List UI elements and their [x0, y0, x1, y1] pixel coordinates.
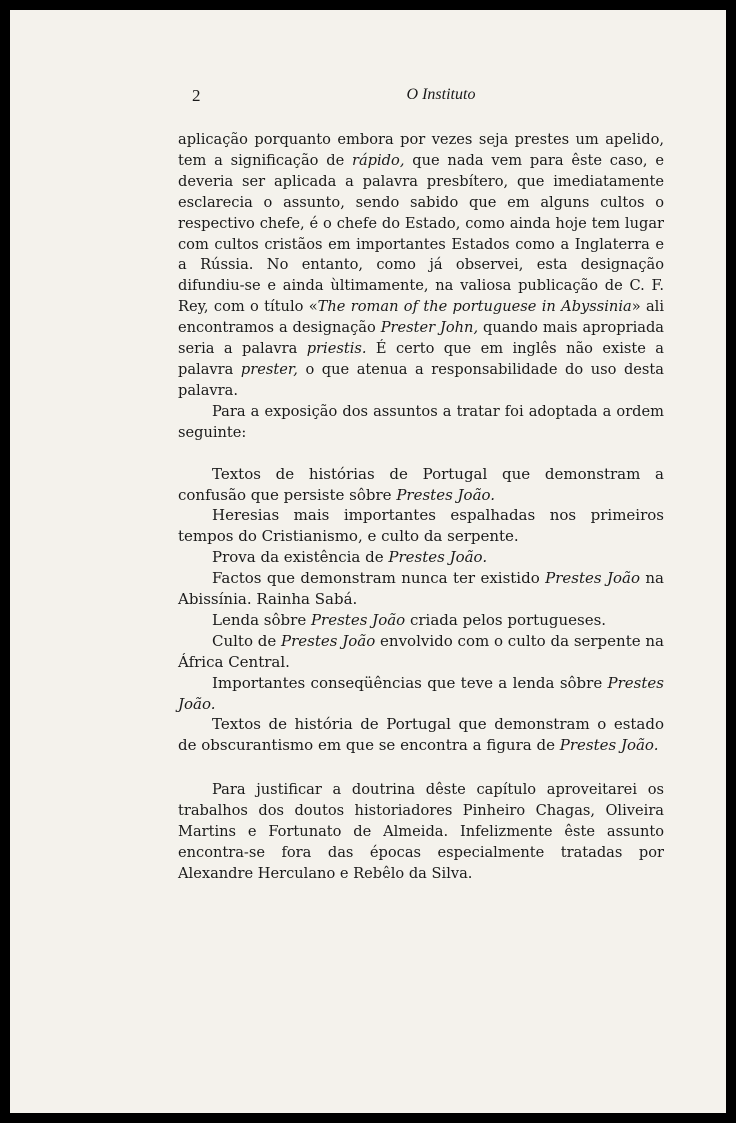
topic-6-italic: Prestes João — [281, 631, 376, 650]
p1-text-k: o que atenua a responsabilidade do uso desta palavra. — [178, 360, 664, 399]
list-item — [178, 464, 664, 506]
topic-8-text: Textos de história de Portugal que demonstram o estado de obscurantismo em que se encontra a figura de — [178, 715, 664, 755]
page-header — [178, 82, 664, 112]
topic-4-text-end: na Abissínia. Rainha Sabá. — [178, 569, 664, 609]
topic-5-italic: Prestes João — [310, 610, 406, 629]
p1-text-g: quando mais apropriada seria a palavra — [178, 319, 664, 358]
list-item — [178, 714, 664, 756]
p1-text-c: que nada vem para êste caso, e deveria ser aplicada a palavra presbítero, que imediatamente esclarecia o assunto, sendo sabido que em alguns cultos o respectivo chefe, é o chefe do Estado, como ainda hoje tem lugar com cultos cristãos em importantes Estados como a Inglaterra e a Rússia. No entanto, como já observei, esta designação difundiu-se e ainda ùltimamente, na valiosa publicação de C. F. Rey, com o título « — [178, 151, 664, 316]
topic-list — [178, 464, 664, 757]
p1-italic-rapido: rápido, — [352, 151, 405, 169]
list-item — [178, 631, 664, 673]
p1-italic-prester-john: Prester John, — [380, 319, 479, 337]
topic-5-text: Lenda sôbre — [212, 610, 311, 629]
paragraph-2: Para a exposição dos assuntos a tratar foi adoptada a ordem seguinte: — [178, 402, 664, 441]
topic-6-text: Culto de — [212, 631, 282, 650]
topic-1-italic: Prestes João. — [396, 485, 496, 504]
body-text — [178, 130, 664, 444]
closing-paragraph: Para justificar a doutrina dêste capítulo aproveitarei os trabalhos dos doutos historiadores Pinheiro Chagas, Oliveira Martins e Fortunato de Almeida. Infelizmente êste assunto encontra-se fora das épocas especialmente tratadas por Alexandre Herculano e Rebêlo da Silva. — [178, 781, 664, 882]
topic-7-text: Importantes conseqüências que teve a lenda sôbre — [212, 673, 608, 692]
list-item — [178, 673, 664, 715]
topic-3-italic: Prestes João. — [388, 548, 488, 567]
topic-5-text-end: criada pelos portugueses. — [405, 610, 607, 629]
list-item — [178, 568, 664, 610]
p1-italic-book-title: The roman of the portuguese in Abyssinia — [317, 298, 632, 316]
p1-text-i: É certo que em inglês não existe a palavra — [178, 340, 664, 378]
list-item — [178, 547, 664, 568]
topic-1-text: Textos de histórias de Portugal que demonstram a confusão que persiste sôbre — [178, 464, 664, 504]
topic-6-text-end: envolvido com o culto da serpente na África Central. — [178, 631, 664, 671]
page-content — [178, 82, 664, 885]
p1-italic-prester: prester, — [240, 360, 298, 378]
closing-text — [178, 780, 664, 885]
p1-italic-priestis: priestis. — [306, 340, 367, 358]
topic-7-italic: Prestes João. — [178, 673, 664, 713]
page-number: 2 — [192, 86, 201, 105]
list-item — [178, 610, 664, 631]
p1-text-a: aplicação porquanto embora por vezes seja prestes um apelido, tem a significação de — [178, 131, 664, 169]
list-item: Heresias mais importantes espalhadas nos primeiros tempos do Cristianismo, e culto da serpente. — [178, 506, 664, 546]
p1-text-e: » ali encontramos a designação — [178, 298, 664, 337]
running-title: O Instituto — [406, 86, 476, 103]
topic-4-text: Factos que demonstram nunca ter existido — [212, 569, 546, 588]
topic-3-text: Prova da existência de — [212, 548, 389, 567]
paragraph-1 — [178, 130, 664, 402]
page-sheet — [10, 10, 726, 1113]
topic-4-italic: Prestes João — [545, 569, 640, 588]
topic-8-italic: Prestes João. — [559, 736, 659, 755]
